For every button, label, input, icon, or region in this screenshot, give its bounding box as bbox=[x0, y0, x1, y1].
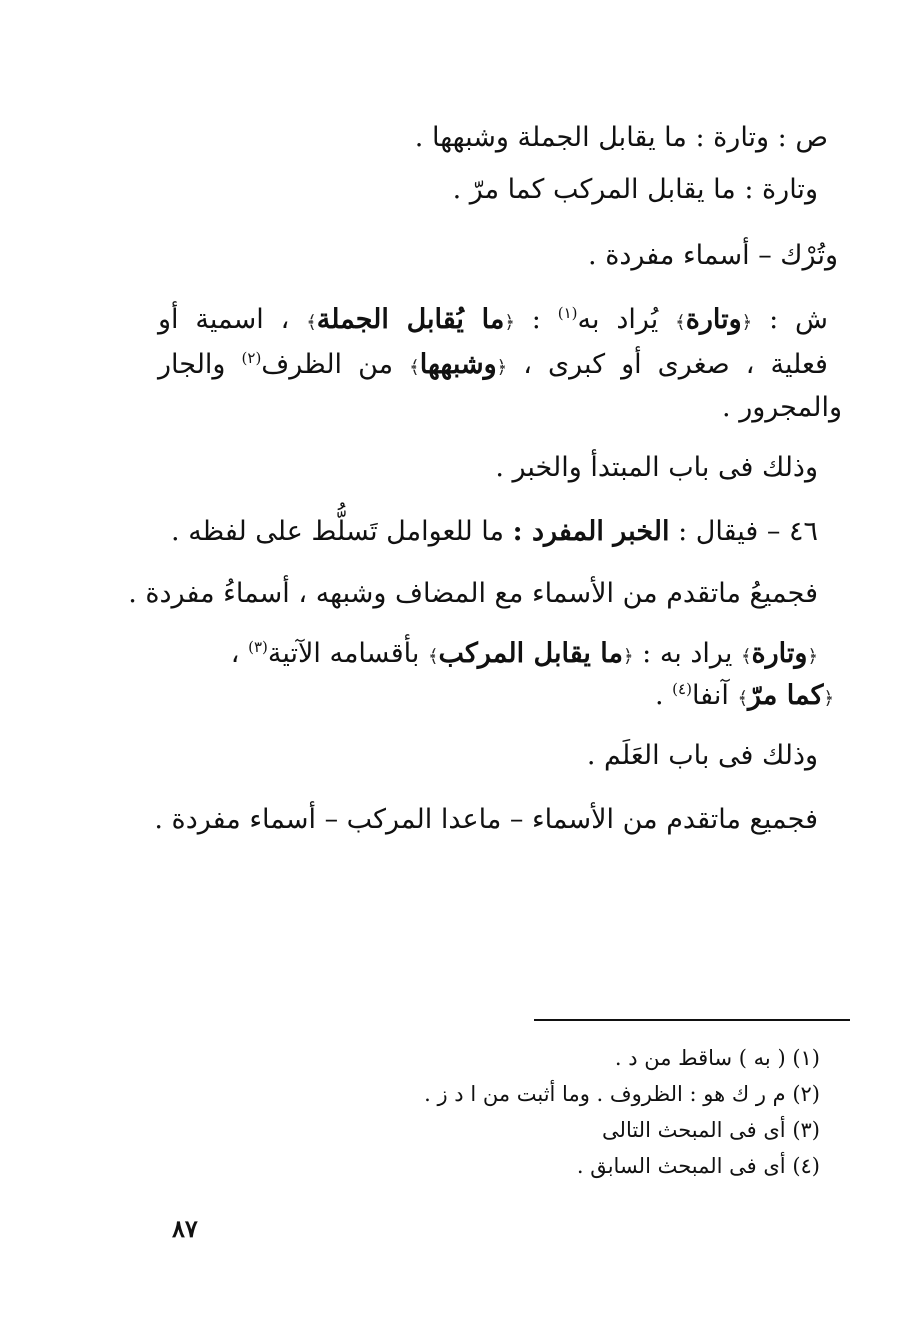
page-number: ٨٧ bbox=[172, 1214, 198, 1243]
text: من الظرف bbox=[261, 349, 394, 380]
keyword-watara: وتارة bbox=[751, 638, 808, 669]
sharh-p4: فجميعُ ماتقدم من الأسماء مع المضاف وشبهه ، أسماءُ مفردة . bbox=[128, 578, 818, 609]
footnote-ref-1: (١) bbox=[557, 304, 578, 322]
keyword-watara: وتارة bbox=[685, 304, 742, 335]
sharh-p2: وذلك فى باب المبتدأ والخبر . bbox=[495, 452, 818, 483]
text: ، bbox=[230, 638, 240, 669]
ornate-bracket-open: ﴿ bbox=[823, 688, 834, 709]
text: يراد به : bbox=[642, 638, 733, 669]
ornate-bracket-open: ﴿ bbox=[496, 357, 508, 378]
sharh-p1-line-2 bbox=[158, 345, 828, 388]
footnote-1: (١) ( به ) ساقط من د . bbox=[614, 1046, 820, 1070]
text: ما للعوامل تَسلُّط على لفظه . bbox=[171, 516, 504, 547]
keyword-kama-marra: كما مرّ bbox=[748, 680, 824, 711]
text: . bbox=[654, 680, 664, 711]
ornate-bracket-close: ﴾ bbox=[306, 312, 317, 333]
keyword-jumla: ما يُقابل الجملة bbox=[316, 304, 505, 335]
keyword-khabar-mufrad: الخبر المفرد : bbox=[512, 516, 670, 547]
text: آنفا bbox=[691, 680, 729, 711]
text: بأقسامه الآتية bbox=[267, 638, 420, 669]
footnote-2: (٢) م ر ك هو : الظروف . وما أثبت من ا د ز . bbox=[424, 1082, 820, 1106]
keyword-shibhuha: وشبهها bbox=[419, 349, 497, 380]
text: ، اسمية أو bbox=[158, 304, 290, 335]
sharh-p5-line-1 bbox=[231, 634, 818, 677]
text: يُراد به bbox=[577, 304, 659, 335]
ornate-bracket-close: ﴾ bbox=[740, 646, 752, 667]
matn-line-1: ص : وتارة : ما يقابل الجملة وشبهها . bbox=[414, 122, 828, 153]
ornate-bracket-open: ﴿ bbox=[807, 646, 818, 667]
text: فعلية ، صغرى أو كبرى ، bbox=[523, 349, 828, 380]
ornate-bracket-close: ﴾ bbox=[428, 646, 439, 667]
sharh-p3 bbox=[171, 512, 818, 552]
footnote-3: (٣) أى فى المبحث التالى bbox=[602, 1118, 820, 1142]
sharh-p7: فجميع ماتقدم من الأسماء – ماعدا المركب – أسماء مفردة . bbox=[154, 804, 818, 835]
ornate-bracket-open: ﴿ bbox=[741, 312, 753, 333]
sharh-p5-line-2 bbox=[655, 676, 834, 719]
keyword-murakkab: ما يقابل المركب bbox=[438, 638, 623, 669]
text: : bbox=[531, 304, 541, 335]
footnote-separator bbox=[534, 1019, 850, 1021]
footnote-ref-2: (٢) bbox=[241, 349, 262, 367]
text: والجار bbox=[158, 349, 226, 380]
ornate-bracket-open: ﴿ bbox=[504, 312, 515, 333]
sharh-p6: وذلك فى باب العَلَم . bbox=[586, 740, 818, 771]
footnote-ref-3: (٣) bbox=[248, 638, 268, 656]
matn-line-3: وتُرْك – أسماء مفردة . bbox=[588, 240, 838, 271]
ornate-bracket-close: ﴾ bbox=[675, 312, 686, 333]
sharh-prefix: ش : bbox=[769, 304, 828, 335]
ornate-bracket-close: ﴾ bbox=[737, 688, 748, 709]
ornate-bracket-open: ﴿ bbox=[623, 646, 634, 667]
sharh-p1-line-1 bbox=[158, 300, 828, 343]
item-number: ٤٦ – فيقال : bbox=[678, 516, 818, 547]
ornate-bracket-close: ﴾ bbox=[409, 357, 420, 378]
matn-line-2: وتارة : ما يقابل المركب كما مرّ . bbox=[452, 174, 818, 205]
footnote-4: (٤) أى فى المبحث السابق . bbox=[576, 1154, 820, 1178]
footnote-ref-4: (٤) bbox=[672, 680, 692, 698]
sharh-p1-line-3: والمجرور . bbox=[722, 392, 842, 423]
